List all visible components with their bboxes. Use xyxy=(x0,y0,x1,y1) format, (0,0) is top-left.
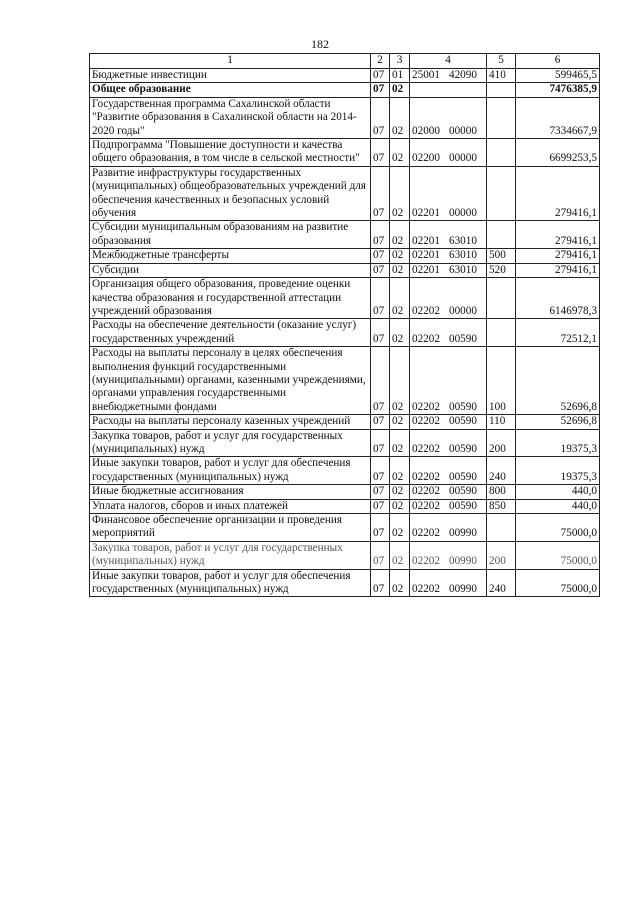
row-amount: 19375,3 xyxy=(516,429,600,457)
target-article-direction-code: 00000 xyxy=(448,304,477,317)
row-section: 07 xyxy=(371,499,390,513)
row-expense-type xyxy=(487,278,516,319)
target-article-program-code: 02202 xyxy=(412,415,440,428)
target-article-direction-code: 00990 xyxy=(448,555,477,568)
row-subsection: 02 xyxy=(390,499,410,513)
row-expense-type xyxy=(487,319,516,347)
table-row xyxy=(90,541,600,569)
target-article-program-code: 02201 xyxy=(412,263,440,276)
row-section: 07 xyxy=(371,415,390,429)
row-amount: 75000,0 xyxy=(516,514,600,542)
row-subsection: 02 xyxy=(390,139,410,167)
row-section: 07 xyxy=(371,569,390,597)
table-body xyxy=(90,69,600,597)
row-section: 07 xyxy=(371,69,390,83)
row-section: 07 xyxy=(371,166,390,221)
target-article-direction-code: 00590 xyxy=(448,332,477,345)
row-section: 07 xyxy=(371,485,390,499)
row-name: Субсидии муниципальным образованиям на развитие образования xyxy=(90,221,371,249)
row-subsection: 02 xyxy=(390,457,410,485)
row-section: 07 xyxy=(371,249,390,263)
row-amount: 52696,8 xyxy=(516,415,600,429)
header-col-6: 6 xyxy=(516,54,600,69)
row-subsection: 02 xyxy=(390,263,410,277)
target-article-program-code: 02202 xyxy=(412,470,440,483)
row-expense-type: 240 xyxy=(487,569,516,597)
row-name: Закупка товаров, работ и услуг для государственных (муниципальных) нужд xyxy=(90,429,371,457)
target-article-direction-code: 00590 xyxy=(448,415,477,428)
row-expense-type xyxy=(487,514,516,542)
target-article-program-code: 02202 xyxy=(412,555,440,568)
table-row xyxy=(90,499,600,513)
row-section: 07 xyxy=(371,97,390,138)
target-article-direction-code: 00990 xyxy=(448,583,477,596)
target-article-program-code: 02202 xyxy=(412,332,440,345)
target-article-direction-code: 63010 xyxy=(448,234,477,247)
row-subsection: 02 xyxy=(390,514,410,542)
header-col-5: 5 xyxy=(487,54,516,69)
row-amount: 75000,0 xyxy=(516,569,600,597)
row-target-article xyxy=(410,415,487,429)
row-target-article xyxy=(410,485,487,499)
row-subsection: 02 xyxy=(390,97,410,138)
table-row xyxy=(90,569,600,597)
target-article-program-code: 02202 xyxy=(412,499,440,512)
row-target-article xyxy=(410,499,487,513)
row-amount: 72512,1 xyxy=(516,319,600,347)
row-target-article xyxy=(410,569,487,597)
row-section: 07 xyxy=(371,83,390,97)
header-col-1: 1 xyxy=(90,54,371,69)
row-amount: 7476385,9 xyxy=(516,83,600,97)
row-amount: 279416,1 xyxy=(516,166,600,221)
row-name: Субсидии xyxy=(90,263,371,277)
table-header xyxy=(90,54,600,69)
row-name: Расходы на выплаты персоналу в целях обеспечения выполнения функций государственными (муниципальными) органами, казенными учреждениями, органами управления государственными внебюджетными фондами xyxy=(90,347,371,415)
row-expense-type: 850 xyxy=(487,499,516,513)
target-article-direction-code: 00590 xyxy=(448,485,477,498)
row-target-article xyxy=(410,221,487,249)
target-article-program-code: 02201 xyxy=(412,207,440,220)
header-col-4: 4 xyxy=(410,54,487,69)
row-expense-type: 200 xyxy=(487,541,516,569)
target-article-direction-code: 63010 xyxy=(448,249,477,262)
row-expense-type xyxy=(487,83,516,97)
row-name: Иные закупки товаров, работ и услуг для обеспечения государственных (муниципальных) нужд xyxy=(90,457,371,485)
target-article-direction-code: 00590 xyxy=(448,499,477,512)
row-section: 07 xyxy=(371,319,390,347)
table-row xyxy=(90,485,600,499)
row-section: 07 xyxy=(371,457,390,485)
row-amount: 52696,8 xyxy=(516,347,600,415)
budget-table xyxy=(89,53,600,597)
table-row xyxy=(90,139,600,167)
row-section: 07 xyxy=(371,347,390,415)
row-expense-type: 410 xyxy=(487,69,516,83)
row-name: Государственная программа Сахалинской области "Развитие образования в Сахалинской области на 2014-2020 годы" xyxy=(90,97,371,138)
table-row xyxy=(90,415,600,429)
row-expense-type xyxy=(487,139,516,167)
row-section: 07 xyxy=(371,514,390,542)
row-name: Организация общего образования, проведение оценки качества образования и государственной аттестации учреждений образования xyxy=(90,278,371,319)
row-section: 07 xyxy=(371,541,390,569)
target-article-direction-code: 00990 xyxy=(448,527,477,540)
row-amount: 7334667,9 xyxy=(516,97,600,138)
row-subsection: 02 xyxy=(390,278,410,319)
row-section: 07 xyxy=(371,221,390,249)
row-name: Бюджетные инвестиции xyxy=(90,69,371,83)
row-expense-type xyxy=(487,166,516,221)
target-article-direction-code: 42090 xyxy=(448,69,477,81)
target-article-direction-code: 00590 xyxy=(448,442,477,455)
table-row xyxy=(90,429,600,457)
row-name: Иные бюджетные ассигнования xyxy=(90,485,371,499)
row-target-article xyxy=(410,166,487,221)
row-subsection: 02 xyxy=(390,541,410,569)
row-target-article xyxy=(410,347,487,415)
row-amount: 279416,1 xyxy=(516,263,600,277)
table-row xyxy=(90,347,600,415)
row-expense-type xyxy=(487,97,516,138)
table-row xyxy=(90,278,600,319)
row-name: Иные закупки товаров, работ и услуг для обеспечения государственных (муниципальных) нужд xyxy=(90,569,371,597)
row-name: Расходы на выплаты персоналу казенных учреждений xyxy=(90,415,371,429)
row-expense-type: 110 xyxy=(487,415,516,429)
row-subsection: 02 xyxy=(390,429,410,457)
row-expense-type: 800 xyxy=(487,485,516,499)
row-name: Межбюджетные трансферты xyxy=(90,249,371,263)
target-article-program-code: 02200 xyxy=(412,152,440,165)
target-article-program-code: 02201 xyxy=(412,249,440,262)
row-name: Подпрограмма "Повышение доступности и качества общего образования, в том числе в сельской местности" xyxy=(90,139,371,167)
target-article-program-code: 02202 xyxy=(412,304,440,317)
row-subsection: 02 xyxy=(390,415,410,429)
table-row xyxy=(90,319,600,347)
row-name: Общее образование xyxy=(90,83,371,97)
target-article-direction-code: 00590 xyxy=(448,400,477,413)
target-article-direction-code: 00590 xyxy=(448,470,477,483)
row-subsection: 02 xyxy=(390,347,410,415)
row-expense-type: 200 xyxy=(487,429,516,457)
row-amount: 19375,3 xyxy=(516,457,600,485)
row-target-article xyxy=(410,457,487,485)
target-article-program-code: 02202 xyxy=(412,583,440,596)
table-row xyxy=(90,514,600,542)
row-name: Расходы на обеспечение деятельности (оказание услуг) государственных учреждений xyxy=(90,319,371,347)
row-subsection: 02 xyxy=(390,221,410,249)
row-name: Уплата налогов, сборов и иных платежей xyxy=(90,499,371,513)
row-name: Финансовое обеспечение организации и проведения мероприятий xyxy=(90,514,371,542)
table-row xyxy=(90,221,600,249)
row-expense-type: 520 xyxy=(487,263,516,277)
target-article-program-code: 02000 xyxy=(412,124,440,137)
row-target-article xyxy=(410,541,487,569)
target-article-direction-code: 63010 xyxy=(448,263,477,276)
row-amount: 440,0 xyxy=(516,485,600,499)
row-subsection: 01 xyxy=(390,69,410,83)
target-article-direction-code: 00000 xyxy=(448,207,477,220)
table-row xyxy=(90,263,600,277)
header-col-3: 3 xyxy=(390,54,410,69)
row-amount: 599465,5 xyxy=(516,69,600,83)
row-amount: 6146978,3 xyxy=(516,278,600,319)
row-amount: 6699253,5 xyxy=(516,139,600,167)
row-target-article xyxy=(410,278,487,319)
row-subsection: 02 xyxy=(390,83,410,97)
row-subsection: 02 xyxy=(390,249,410,263)
row-subsection: 02 xyxy=(390,569,410,597)
table-row xyxy=(90,457,600,485)
row-expense-type xyxy=(487,221,516,249)
table-row xyxy=(90,249,600,263)
row-name: Развитие инфраструктуры государственных (муниципальных) общеобразовательных учреждений для обеспечения качественных и безопасных условий обучения xyxy=(90,166,371,221)
table-row xyxy=(90,83,600,97)
row-amount: 75000,0 xyxy=(516,541,600,569)
header-col-2: 2 xyxy=(371,54,390,69)
row-target-article xyxy=(410,263,487,277)
row-amount: 279416,1 xyxy=(516,221,600,249)
row-target-article xyxy=(410,69,487,83)
target-article-direction-code: 00000 xyxy=(448,124,477,137)
row-target-article xyxy=(410,514,487,542)
row-target-article xyxy=(410,319,487,347)
row-expense-type: 240 xyxy=(487,457,516,485)
table-row xyxy=(90,97,600,138)
row-target-article xyxy=(410,83,487,97)
header-row xyxy=(90,54,600,69)
target-article-program-code: 02201 xyxy=(412,234,440,247)
row-target-article xyxy=(410,139,487,167)
target-article-program-code: 02202 xyxy=(412,527,440,540)
row-target-article xyxy=(410,97,487,138)
row-subsection: 02 xyxy=(390,485,410,499)
row-target-article xyxy=(410,249,487,263)
target-article-program-code: 25001 xyxy=(412,69,440,81)
row-section: 07 xyxy=(371,263,390,277)
row-section: 07 xyxy=(371,139,390,167)
table-row xyxy=(90,69,600,83)
row-name: Закупка товаров, работ и услуг для государственных (муниципальных) нужд xyxy=(90,541,371,569)
page-number: 182 xyxy=(311,37,329,51)
row-subsection: 02 xyxy=(390,319,410,347)
target-article-program-code: 02202 xyxy=(412,485,440,498)
row-section: 07 xyxy=(371,429,390,457)
row-expense-type: 500 xyxy=(487,249,516,263)
row-amount: 440,0 xyxy=(516,499,600,513)
target-article-program-code: 02202 xyxy=(412,442,440,455)
target-article-direction-code: 00000 xyxy=(448,152,477,165)
row-target-article xyxy=(410,429,487,457)
row-subsection: 02 xyxy=(390,166,410,221)
row-expense-type: 100 xyxy=(487,347,516,415)
row-amount: 279416,1 xyxy=(516,249,600,263)
table-row xyxy=(90,166,600,221)
target-article-program-code: 02202 xyxy=(412,400,440,413)
row-section: 07 xyxy=(371,278,390,319)
